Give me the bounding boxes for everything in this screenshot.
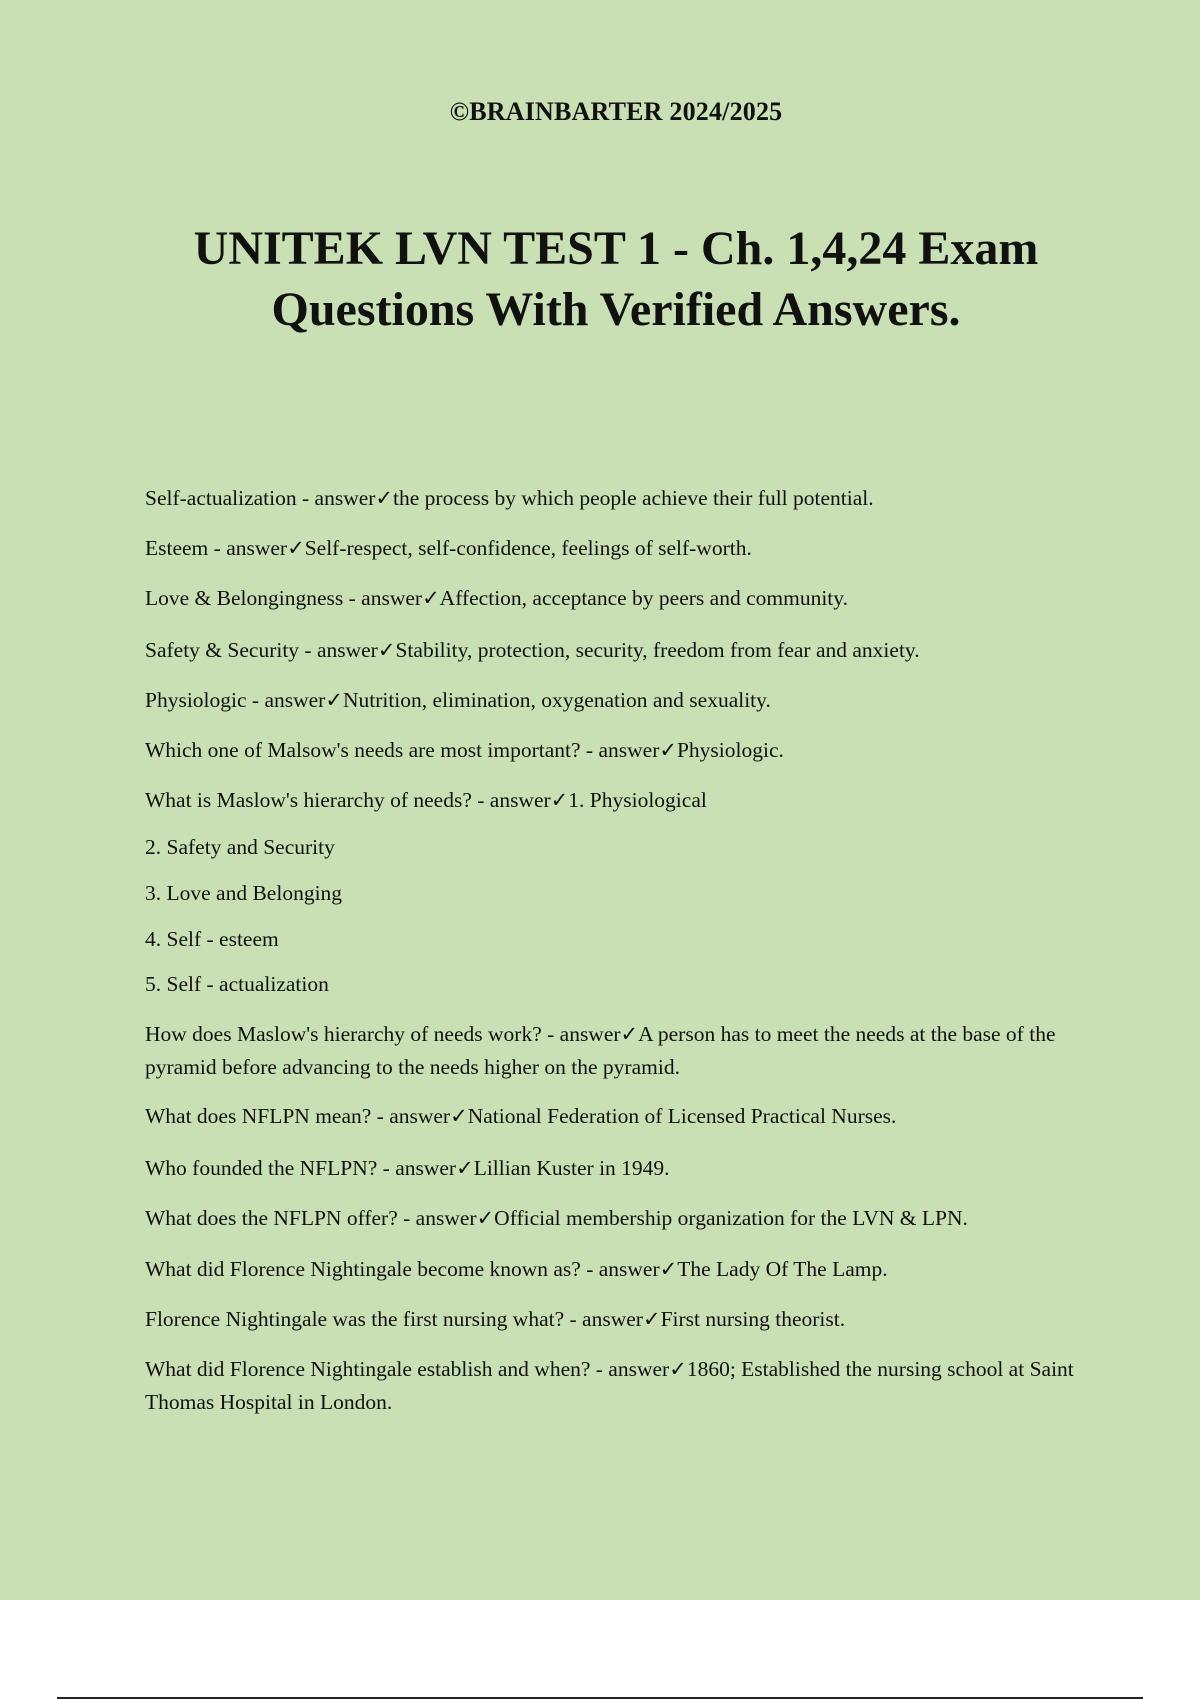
copyright-header: ©BRAINBARTER 2024/2025 (449, 97, 783, 126)
checkmark-icon: ✓ (287, 536, 305, 560)
answer-text: A person has to meet the needs at the base of the pyramid before advancing to the needs higher on the pyramid. (145, 1022, 1056, 1079)
question-text: What is Maslow's hierarchy of needs? - answer (145, 788, 551, 812)
qa-item (145, 1100, 1085, 1133)
checkmark-icon: ✓ (325, 688, 343, 712)
answer-text: Self-respect, self-confidence, feelings of self-worth. (304, 536, 752, 560)
list-item-text: 3. Love and Belonging (145, 881, 343, 905)
answer-text: 1860; Established the nursing school at Saint Thomas Hospital in London. (145, 1357, 1074, 1414)
answer-text: Nutrition, elimination, oxygenation and sexuality. (342, 688, 771, 712)
list-item (145, 877, 1085, 910)
checkmark-icon: ✓ (450, 1104, 468, 1128)
question-text: Esteem - answer (145, 536, 288, 560)
question-text: What does the NFLPN offer? - answer (145, 1206, 477, 1230)
checkmark-icon: ✓ (456, 1156, 474, 1180)
qa-item (145, 1202, 1085, 1235)
answer-text: the process by which people achieve their full potential. (393, 486, 874, 510)
page-title (0, 218, 1200, 340)
question-text: What does NFLPN mean? - answer (145, 1104, 451, 1128)
answer-text: Official membership organization for the LVN & LPN. (494, 1206, 968, 1230)
list-item-text: 4. Self - esteem (145, 927, 279, 951)
checkmark-icon: ✓ (620, 1022, 639, 1046)
title-line-1: UNITEK LVN TEST 1 - Ch. 1,4,24 Exam (193, 222, 1039, 275)
answer-text: 1. Physiological (568, 788, 707, 812)
question-text: Self-actualization - answer (145, 486, 376, 510)
list-item (145, 831, 1085, 864)
checkmark-icon: ✓ (377, 638, 396, 662)
qa-item (145, 684, 1085, 717)
question-text: Which one of Malsow's needs are most important? - answer (145, 738, 660, 762)
checkmark-icon: ✓ (422, 586, 440, 610)
qa-item (145, 1353, 1085, 1419)
question-text: Florence Nightingale was the first nursing what? - answer (145, 1307, 643, 1331)
question-text: Love & Belongingness - answer (145, 586, 423, 610)
qa-item (145, 532, 1085, 565)
qa-item (145, 482, 1085, 515)
qa-item (145, 1152, 1085, 1185)
title-line-2: Questions With Verified Answers. (271, 283, 961, 336)
answer-text: Affection, acceptance by peers and community. (439, 586, 849, 610)
question-text: How does Maslow's hierarchy of needs work? - answer (145, 1022, 621, 1046)
list-item (145, 968, 1085, 1001)
question-text: Who founded the NFLPN? - answer (145, 1156, 457, 1180)
checkmark-icon: ✓ (659, 1257, 678, 1281)
qa-item (145, 582, 1085, 615)
checkmark-icon: ✓ (659, 738, 677, 762)
question-text: What did Florence Nightingale become known as? - answer (145, 1257, 660, 1281)
footer-divider (57, 1697, 1143, 1699)
checkmark-icon: ✓ (476, 1206, 495, 1230)
qa-item (145, 784, 1085, 817)
answer-text: First nursing theorist. (660, 1307, 846, 1331)
answer-text: The Lady Of The Lamp. (677, 1257, 888, 1281)
checkmark-icon: ✓ (550, 788, 569, 812)
answer-text: Physiologic. (676, 738, 784, 762)
question-text: Physiologic - answer (145, 688, 326, 712)
list-item-text: 5. Self - actualization (145, 972, 329, 996)
qa-item (145, 1303, 1085, 1336)
question-text: Safety & Security - answer (145, 638, 378, 662)
list-item (145, 923, 1085, 956)
checkmark-icon: ✓ (375, 486, 394, 510)
question-text: What did Florence Nightingale establish and when? - answer (145, 1357, 670, 1381)
checkmark-icon: ✓ (642, 1307, 661, 1331)
qa-item (145, 734, 1085, 767)
list-item-text: 2. Safety and Security (145, 835, 335, 859)
answer-text: Stability, protection, security, freedom from fear and anxiety. (395, 638, 920, 662)
answer-text: Lillian Kuster in 1949. (473, 1156, 670, 1180)
qa-item (145, 1018, 1085, 1084)
qa-item (145, 1253, 1085, 1286)
checkmark-icon: ✓ (669, 1357, 687, 1381)
qa-item (145, 634, 1085, 667)
answer-text: National Federation of Licensed Practical Nurses. (467, 1104, 897, 1128)
